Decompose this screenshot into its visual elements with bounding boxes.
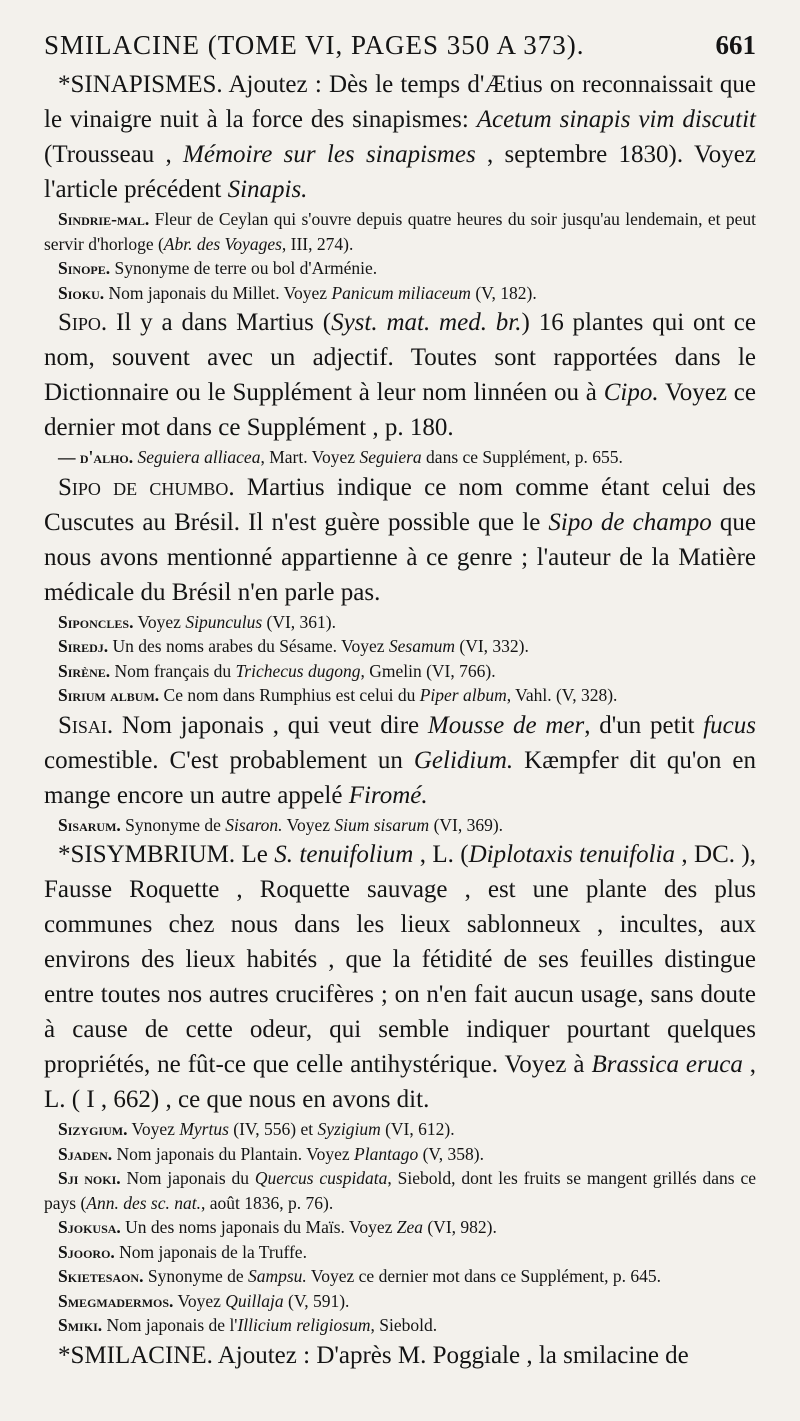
entry-headword: Sipo de chumbo. [58,473,235,501]
entry-headword: Sipo. [58,309,108,336]
entry-headword: Siponcles. [58,611,134,632]
entry-text: (VI, 369). [429,814,504,835]
entry-headword: Skietesaon. [58,1266,144,1286]
entry-italic-text: Abr. des Voyages [163,233,282,254]
entry-italic-text: Sampsu. [247,1266,307,1286]
entry-text: comestible. C'est probablement un [44,746,414,774]
entry-italic-text: Piper album [419,685,507,705]
entry-text: (IV, 556) et [228,1119,318,1139]
dictionary-entry [44,683,756,708]
entry-headword: Siredj. [58,636,109,656]
entry-headword: Sisarum. [58,814,121,835]
dictionary-entry [44,470,756,610]
entry-text: ) 16 plantes qui ont ce nom, souvent avec un adjectif. Toutes sont rapportées dans le Dictionnaire ou le Supplément à leur nom linnéen ou à [44,309,756,406]
dictionary-entry [44,67,756,207]
entry-headword: Sinope. [58,258,111,278]
entry-text: Ajoutez : D'après M. Poggiale , la smilacine de [212,1341,689,1369]
entry-text: Nom japonais de l' [102,1315,238,1335]
entry-text: , Gmelin (VI, 766). [360,660,496,681]
entry-headword: Sizygium. [58,1119,128,1139]
dictionary-entry [44,1215,756,1240]
entry-headword: — d'alho. [58,447,134,467]
entry-headword: Smegmadermos. [58,1290,174,1311]
entry-text: , d'un petit [584,711,704,739]
entry-italic-text: Myrtus [179,1119,229,1139]
dictionary-entry [44,1313,756,1338]
entry-text: Voyez ce dernier mot dans ce Supplément , p. 180. [44,379,756,441]
entry-italic-text: Plantago [354,1143,419,1164]
running-title: SMILACINE (TOME VI, PAGES 350 A 373). [44,30,585,60]
entry-italic-text: Quercus cuspidata [254,1168,388,1188]
entry-text: , Vahl. (V, 328). [506,685,618,705]
entry-italic-text: Gelidium. [413,746,514,774]
entry-italic-text: Cipo. [603,379,659,406]
entry-text: Un des noms arabes du Sésame. Voyez [108,636,389,656]
entry-text: Nom français du [110,660,236,681]
entry-text: Nom japonais de la Truffe. [114,1241,307,1262]
dictionary-entry [44,1338,756,1373]
entry-text: , Siebold. [370,1315,438,1335]
entry-text: dans ce Supplément, p. 655. [421,447,623,467]
entry-text: Martius indique ce nom comme étant celui des Cuscutes au Brésil. Il n'est guère possible que le [44,473,756,536]
entry-text: Le [235,841,275,868]
entry-text: Fleur de Ceylan qui s'ouvre depuis quatre heures du soir jusqu'au lendemain, et peut servir d'horloge ( [44,209,756,254]
entry-italic-text: Mousse de mer [427,711,585,739]
entry-italic-text: fucus [703,711,756,739]
entry-italic-text: Acetum sinapis vim discutit [476,106,756,133]
entry-italic-text: Sesamum [388,636,455,656]
entry-text: , août 1836, p. 76). [201,1192,334,1213]
entry-headword: *SMILACINE. [58,1341,213,1369]
dictionary-entry [44,1289,756,1314]
dictionary-entry [44,1142,756,1167]
entry-text: Kæmpfer dit qu'on en mange encore un autre appelé [44,746,756,809]
entry-text: Voyez [173,1290,226,1311]
entry-italic-text: Zea [396,1217,423,1237]
entry-text: , III, 274). [281,233,354,254]
dictionary-entry [44,1240,756,1265]
entry-text: Voyez [133,611,186,632]
entry-italic-text: S. tenuifolium [274,841,414,868]
entry-headword: Smiki. [58,1315,103,1335]
running-header [44,30,756,61]
entry-text: Synonyme de [120,814,226,835]
entry-headword: *SISYMBRIUM. [58,841,236,868]
entry-text: (V, 591). [283,1290,350,1311]
entry-text: Il y a dans Martius ( [107,309,332,336]
entry-text: (V, 182). [470,282,537,303]
dictionary-entry [44,445,756,470]
entry-italic-text: Brassica eruca [591,1051,743,1078]
entry-text: , septembre 1830). Voyez l'article précédent [44,141,756,203]
entry-italic-text: Seguiera alliacea [137,447,261,467]
entry-text: , L. ( [413,841,469,868]
entry-text: Un des noms japonais du Maïs. Voyez [120,1217,397,1237]
dictionary-entry [44,634,756,659]
entry-headword: Sindrie-mal. [58,209,150,229]
entry-headword: Sji noki. [58,1168,121,1188]
page-number: 661 [715,30,756,60]
entry-text: , Mart. Voyez [260,447,360,467]
dictionary-entry [44,207,756,256]
entry-italic-text: Syzigium [317,1119,381,1139]
entry-text: (V, 358). [418,1143,484,1164]
entry-italic-text: Trichecus dugong [235,660,361,681]
entry-text: Voyez [282,814,335,835]
dictionary-entry [44,610,756,635]
entry-text: (VI, 982). [422,1217,497,1237]
entry-headword: Sjokusa. [58,1217,121,1237]
dictionary-entry [44,708,756,813]
entry-text: que nous avons mentionné appartienne à ce genre ; l'auteur de la Matière médicale du Brésil n'en parle pas. [44,508,756,606]
entry-italic-text: Panicum miliaceum [331,282,471,303]
dictionary-entry [44,813,756,838]
entry-headword: Sioku. [58,282,105,303]
entry-text: Nom japonais du Plantain. Voyez [112,1143,355,1164]
entry-headword: Sirène. [58,660,111,681]
dictionary-entry [44,256,756,281]
entry-text: Nom japonais du [120,1168,255,1188]
entry-text: Synonyme de terre ou bol d'Arménie. [110,258,378,278]
dictionary-entry [44,281,756,306]
entry-text: Ajoutez : Dès le temps d'Ætius on reconnaissait que le vinaigre nuit à la force des sinapismes: [44,71,756,133]
dictionary-entry [44,305,756,445]
entry-headword: *SINAPISMES. [58,71,223,98]
entry-italic-text: Firomé. [348,781,428,809]
entry-text: (VI, 332). [455,636,529,656]
entry-headword: Sisai. [58,711,114,739]
dictionary-entries [44,67,756,1373]
entry-text: Nom japonais , qui veut dire [113,711,428,739]
entry-text: Ce nom dans Rumphius est celui du [159,685,420,705]
entry-text: , L. ( I , 662) , ce que nous en avons dit. [44,1051,757,1113]
dictionary-entry [44,837,756,1117]
entry-italic-text: Sinapis. [227,176,308,203]
entry-text: Voyez ce dernier mot dans ce Supplément, p. 645. [306,1266,661,1286]
entry-italic-text: Illicium religiosum [237,1315,371,1335]
entry-italic-text: Sipo de champo [548,508,712,536]
dictionary-entry [44,1264,756,1289]
entry-italic-text: Sipunculus [185,611,263,632]
entry-headword: Sjaden. [58,1143,113,1164]
entry-italic-text: Quillaja [225,1290,284,1311]
dictionary-entry [44,1117,756,1142]
entry-italic-text: Mémoire sur les sinapismes [183,141,476,168]
entry-text: Voyez [127,1119,180,1139]
entry-italic-text: Seguiera [359,447,422,467]
entry-text: (VI, 361). [262,611,337,632]
dictionary-entry [44,1166,756,1215]
entry-headword: Sirium album. [58,685,160,705]
entry-text: Nom japonais du Millet. Voyez [104,282,332,303]
entry-text: Synonyme de [143,1266,248,1286]
entry-headword: Sjooro. [58,1241,115,1262]
entry-italic-text: Syst. mat. med. br. [331,309,522,336]
dictionary-entry [44,659,756,684]
entry-text: , DC. ), Fausse Roquette , Roquette sauvage , est une plante des plus communes chez nous dans les lieux sablonneux , incultes, aux environs des lieux habités , que la fétidité de ses feuilles distingue entre toutes nos autres crucifères ; on n'en fait aucun usage, sans doute à cause de cette odeur, qui semble indiquer pourtant quelques propriétés, ne fût-ce que celle antihystérique. Voyez à [44,841,756,1078]
entry-italic-text: Ann. des sc. nat. [86,1192,201,1213]
entry-text: (Trousseau , [44,141,184,168]
entry-text: , Siebold, dont les fruits se mangent grillés dans ce pays ( [44,1168,756,1213]
entry-italic-text: Sium sisarum [334,814,430,835]
entry-italic-text: Diplotaxis tenuifolia [468,841,675,868]
entry-italic-text: Sisaron. [225,814,283,835]
entry-text: (VI, 612). [380,1119,455,1139]
